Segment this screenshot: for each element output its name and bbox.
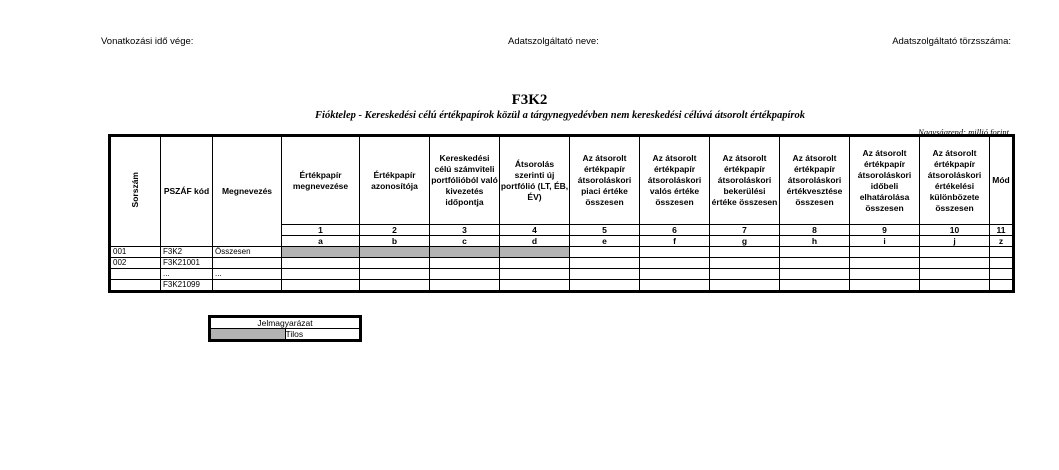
unit-label: Nagyságrend: millió forint (918, 127, 1009, 137)
table-row (111, 247, 1013, 258)
data-cell[interactable] (990, 280, 1013, 291)
provider-id-label: Adatszolgáltató törzsszáma: (892, 36, 1011, 47)
table-row (111, 258, 1013, 269)
col-letter: c (430, 236, 500, 247)
data-cell[interactable] (570, 280, 640, 291)
row-megnevezes[interactable] (213, 258, 282, 269)
form-code: F3K2 (511, 92, 548, 108)
row-megnevezes[interactable] (213, 280, 282, 291)
col-number: 4 (500, 225, 570, 236)
forbidden-cell (430, 247, 500, 258)
col-letter: h (780, 236, 850, 247)
data-cell[interactable] (850, 280, 920, 291)
row-kod: ... (161, 269, 213, 280)
header-row (111, 137, 1013, 225)
col-header: Értékpapír azonosítója (360, 137, 430, 225)
col-letter: j (920, 236, 990, 247)
col-letter: g (710, 236, 780, 247)
data-cell[interactable] (640, 269, 710, 280)
data-cell[interactable] (282, 280, 360, 291)
data-cell[interactable] (430, 280, 500, 291)
row-sorszam: 001 (111, 247, 161, 258)
row-sorszam (111, 269, 161, 280)
provider-name-label: Adatszolgáltató neve: (508, 36, 599, 47)
data-cell[interactable] (920, 258, 990, 269)
col-number: 10 (920, 225, 990, 236)
data-cell[interactable] (710, 247, 780, 258)
data-cell[interactable] (570, 269, 640, 280)
data-cell[interactable] (430, 258, 500, 269)
col-number: 9 (850, 225, 920, 236)
col-header: Az átsorolt értékpapír átsoroláskori időbeli elhatárolása összesen (850, 137, 920, 225)
col-letter: i (850, 236, 920, 247)
col-number: 2 (360, 225, 430, 236)
data-cell[interactable] (570, 247, 640, 258)
data-cell[interactable] (640, 247, 710, 258)
data-cell[interactable] (990, 258, 1013, 269)
col-header: Az átsorolt értékpapír átsoroláskori bekerülési értéke összesen (710, 137, 780, 225)
data-cell[interactable] (990, 247, 1013, 258)
data-cell[interactable] (282, 269, 360, 280)
col-number: 3 (430, 225, 500, 236)
col-number: 8 (780, 225, 850, 236)
data-cell[interactable] (360, 269, 430, 280)
col-pszaf-header: PSZÁF kód (161, 137, 213, 247)
legend-swatch (211, 329, 286, 340)
col-header: Az átsorolt értékpapír átsoroláskori értékelési különbözete összesen (920, 137, 990, 225)
legend-title: Jelmagyarázat (211, 318, 360, 329)
row-kod: F3K2 (161, 247, 213, 258)
row-megnevezes: ... (213, 269, 282, 280)
col-header: Az átsorolt értékpapír átsoroláskori értékvesztése összesen (780, 137, 850, 225)
col-header: Mód (990, 137, 1013, 225)
col-letter: z (990, 236, 1013, 247)
period-end-label: Vonatkozási idő vége: (101, 36, 194, 47)
data-cell[interactable] (990, 269, 1013, 280)
data-cell[interactable] (430, 269, 500, 280)
data-cell[interactable] (920, 247, 990, 258)
col-letter: b (360, 236, 430, 247)
data-cell[interactable] (710, 269, 780, 280)
table-row (111, 280, 1013, 291)
data-cell[interactable] (920, 269, 990, 280)
forbidden-cell (500, 247, 570, 258)
data-cell[interactable] (710, 280, 780, 291)
col-letter: d (500, 236, 570, 247)
col-number: 11 (990, 225, 1013, 236)
data-cell[interactable] (500, 258, 570, 269)
table-row (111, 269, 1013, 280)
col-number: 7 (710, 225, 780, 236)
data-cell[interactable] (360, 258, 430, 269)
forbidden-cell (360, 247, 430, 258)
data-cell[interactable] (500, 269, 570, 280)
col-megnevezes-header: Megnevezés (213, 137, 282, 247)
forbidden-cell (282, 247, 360, 258)
row-kod: F3K21001 (161, 258, 213, 269)
row-sorszam (111, 280, 161, 291)
data-cell[interactable] (920, 280, 990, 291)
row-sorszam: 002 (111, 258, 161, 269)
col-letter: f (640, 236, 710, 247)
report-table (110, 136, 1013, 291)
data-cell[interactable] (640, 280, 710, 291)
data-cell[interactable] (780, 280, 850, 291)
form-subtitle: Fióktelep - Kereskedési célú értékpapírok közül a tárgynegyedévben nem kereskedési célúvá átsorolt értékpapírok (315, 110, 805, 121)
row-megnevezes: Összesen (213, 247, 282, 258)
legend-forbidden-label: Tilos (285, 329, 360, 340)
data-cell[interactable] (780, 258, 850, 269)
legend-table (210, 317, 360, 340)
col-header: Értékpapír megnevezése (282, 137, 360, 225)
data-cell[interactable] (710, 258, 780, 269)
data-cell[interactable] (850, 269, 920, 280)
data-cell[interactable] (850, 258, 920, 269)
row-kod: F3K21099 (161, 280, 213, 291)
col-header: Kereskedési célú számviteli portfólióból való kivezetés időpontja (430, 137, 500, 225)
data-cell[interactable] (570, 258, 640, 269)
data-cell[interactable] (850, 247, 920, 258)
data-cell[interactable] (282, 258, 360, 269)
data-cell[interactable] (780, 247, 850, 258)
col-header: Átsorolás szerinti új portfólió (LT, ÉB, ÉV) (500, 137, 570, 225)
col-sorszam-header: Sorszám (111, 137, 161, 247)
col-number: 1 (282, 225, 360, 236)
data-cell[interactable] (360, 280, 430, 291)
col-header: Az átsorolt értékpapír átsoroláskori valós értéke összesen (640, 137, 710, 225)
col-number: 6 (640, 225, 710, 236)
data-cell[interactable] (780, 269, 850, 280)
col-header: Az átsorolt értékpapír átsoroláskori piaci értéke összesen (570, 137, 640, 225)
col-letter: a (282, 236, 360, 247)
col-number: 5 (570, 225, 640, 236)
data-cell[interactable] (640, 258, 710, 269)
data-cell[interactable] (500, 280, 570, 291)
col-letter: e (570, 236, 640, 247)
